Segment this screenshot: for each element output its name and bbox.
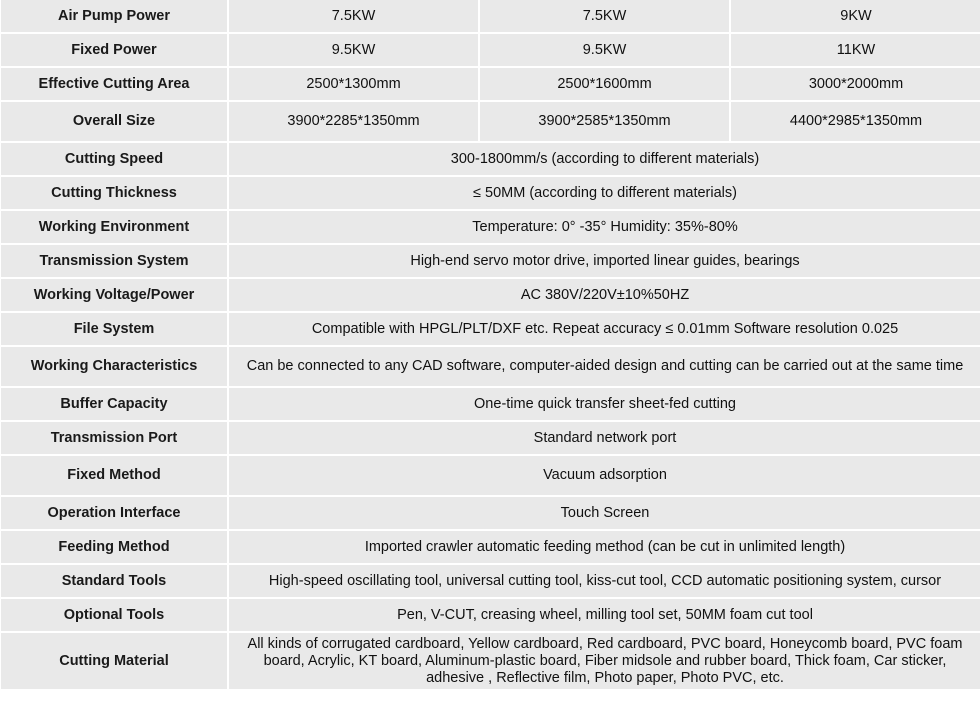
row-value: Standard network port (229, 422, 980, 454)
row-value: Temperature: 0° -35° Humidity: 35%-80% (229, 211, 980, 243)
row-label: Fixed Power (1, 34, 227, 66)
spec-row-file-system (1, 313, 980, 345)
row-label: Buffer Capacity (1, 388, 227, 420)
row-label: Standard Tools (1, 565, 227, 597)
row-value: 9.5KW (480, 34, 729, 66)
row-value: High-speed oscillating tool, universal cutting tool, kiss-cut tool, CCD automatic positioning system, cursor (229, 565, 980, 597)
row-label: Working Characteristics (1, 347, 227, 386)
row-value: AC 380V/220V±10%50HZ (229, 279, 980, 311)
row-value: 3900*2285*1350mm (229, 102, 478, 141)
spec-row-overall-size (1, 102, 980, 141)
row-value: 300-1800mm/s (according to different materials) (229, 143, 980, 175)
spec-row-operation-interface (1, 497, 980, 529)
row-value: Pen, V-CUT, creasing wheel, milling tool set, 50MM foam cut tool (229, 599, 980, 631)
spec-row-fixed-power (1, 34, 980, 66)
row-label: Cutting Thickness (1, 177, 227, 209)
spec-row-optional-tools (1, 599, 980, 631)
spec-row-cutting-thickness (1, 177, 980, 209)
spec-row-standard-tools (1, 565, 980, 597)
row-value: Imported crawler automatic feeding method (can be cut in unlimited length) (229, 531, 980, 563)
spec-row-working-environment (1, 211, 980, 243)
row-label: Working Voltage/Power (1, 279, 227, 311)
row-value: 2500*1600mm (480, 68, 729, 100)
row-value: Vacuum adsorption (229, 456, 980, 495)
row-value: Can be connected to any CAD software, computer-aided design and cutting can be carried out at the same time (229, 347, 980, 386)
row-label: Cutting Speed (1, 143, 227, 175)
row-label: Effective Cutting Area (1, 68, 227, 100)
row-value: One-time quick transfer sheet-fed cutting (229, 388, 980, 420)
row-label: Cutting Material (1, 633, 227, 689)
row-label: Air Pump Power (1, 0, 227, 32)
spec-row-working-voltage-power (1, 279, 980, 311)
spec-row-transmission-port (1, 422, 980, 454)
row-label: Operation Interface (1, 497, 227, 529)
row-label: File System (1, 313, 227, 345)
row-value: 3900*2585*1350mm (480, 102, 729, 141)
row-value: 7.5KW (229, 0, 478, 32)
row-value: 4400*2985*1350mm (731, 102, 980, 141)
spec-row-cutting-speed (1, 143, 980, 175)
row-value: Touch Screen (229, 497, 980, 529)
row-value: 9KW (731, 0, 980, 32)
row-value: 11KW (731, 34, 980, 66)
spec-row-cutting-material (1, 633, 980, 689)
row-value: Compatible with HPGL/PLT/DXF etc. Repeat accuracy ≤ 0.01mm Software resolution 0.025 (229, 313, 980, 345)
row-value: 3000*2000mm (731, 68, 980, 100)
row-value: High-end servo motor drive, imported linear guides, bearings (229, 245, 980, 277)
row-label: Working Environment (1, 211, 227, 243)
spec-row-air-pump-power (1, 0, 980, 32)
row-value: 9.5KW (229, 34, 478, 66)
row-label: Overall Size (1, 102, 227, 141)
row-label: Optional Tools (1, 599, 227, 631)
spec-row-working-characteristics (1, 347, 980, 386)
row-label: Feeding Method (1, 531, 227, 563)
row-value: 7.5KW (480, 0, 729, 32)
row-label: Fixed Method (1, 456, 227, 495)
row-value: All kinds of corrugated cardboard, Yellow cardboard, Red cardboard, PVC board, Honeycomb board, PVC foam board, Acrylic, KT board, Aluminum-plastic board, Fiber midsole and rubber board, Thick foam, Car sticker, adhesive , Reflective film, Photo paper, Photo PVC, etc. (229, 633, 980, 689)
spec-row-fixed-method (1, 456, 980, 495)
spec-row-transmission-system (1, 245, 980, 277)
row-value: ≤ 50MM (according to different materials) (229, 177, 980, 209)
spec-row-buffer-capacity (1, 388, 980, 420)
spec-row-effective-cutting-area (1, 68, 980, 100)
row-value: 2500*1300mm (229, 68, 478, 100)
row-label: Transmission System (1, 245, 227, 277)
row-label: Transmission Port (1, 422, 227, 454)
spec-row-feeding-method (1, 531, 980, 563)
